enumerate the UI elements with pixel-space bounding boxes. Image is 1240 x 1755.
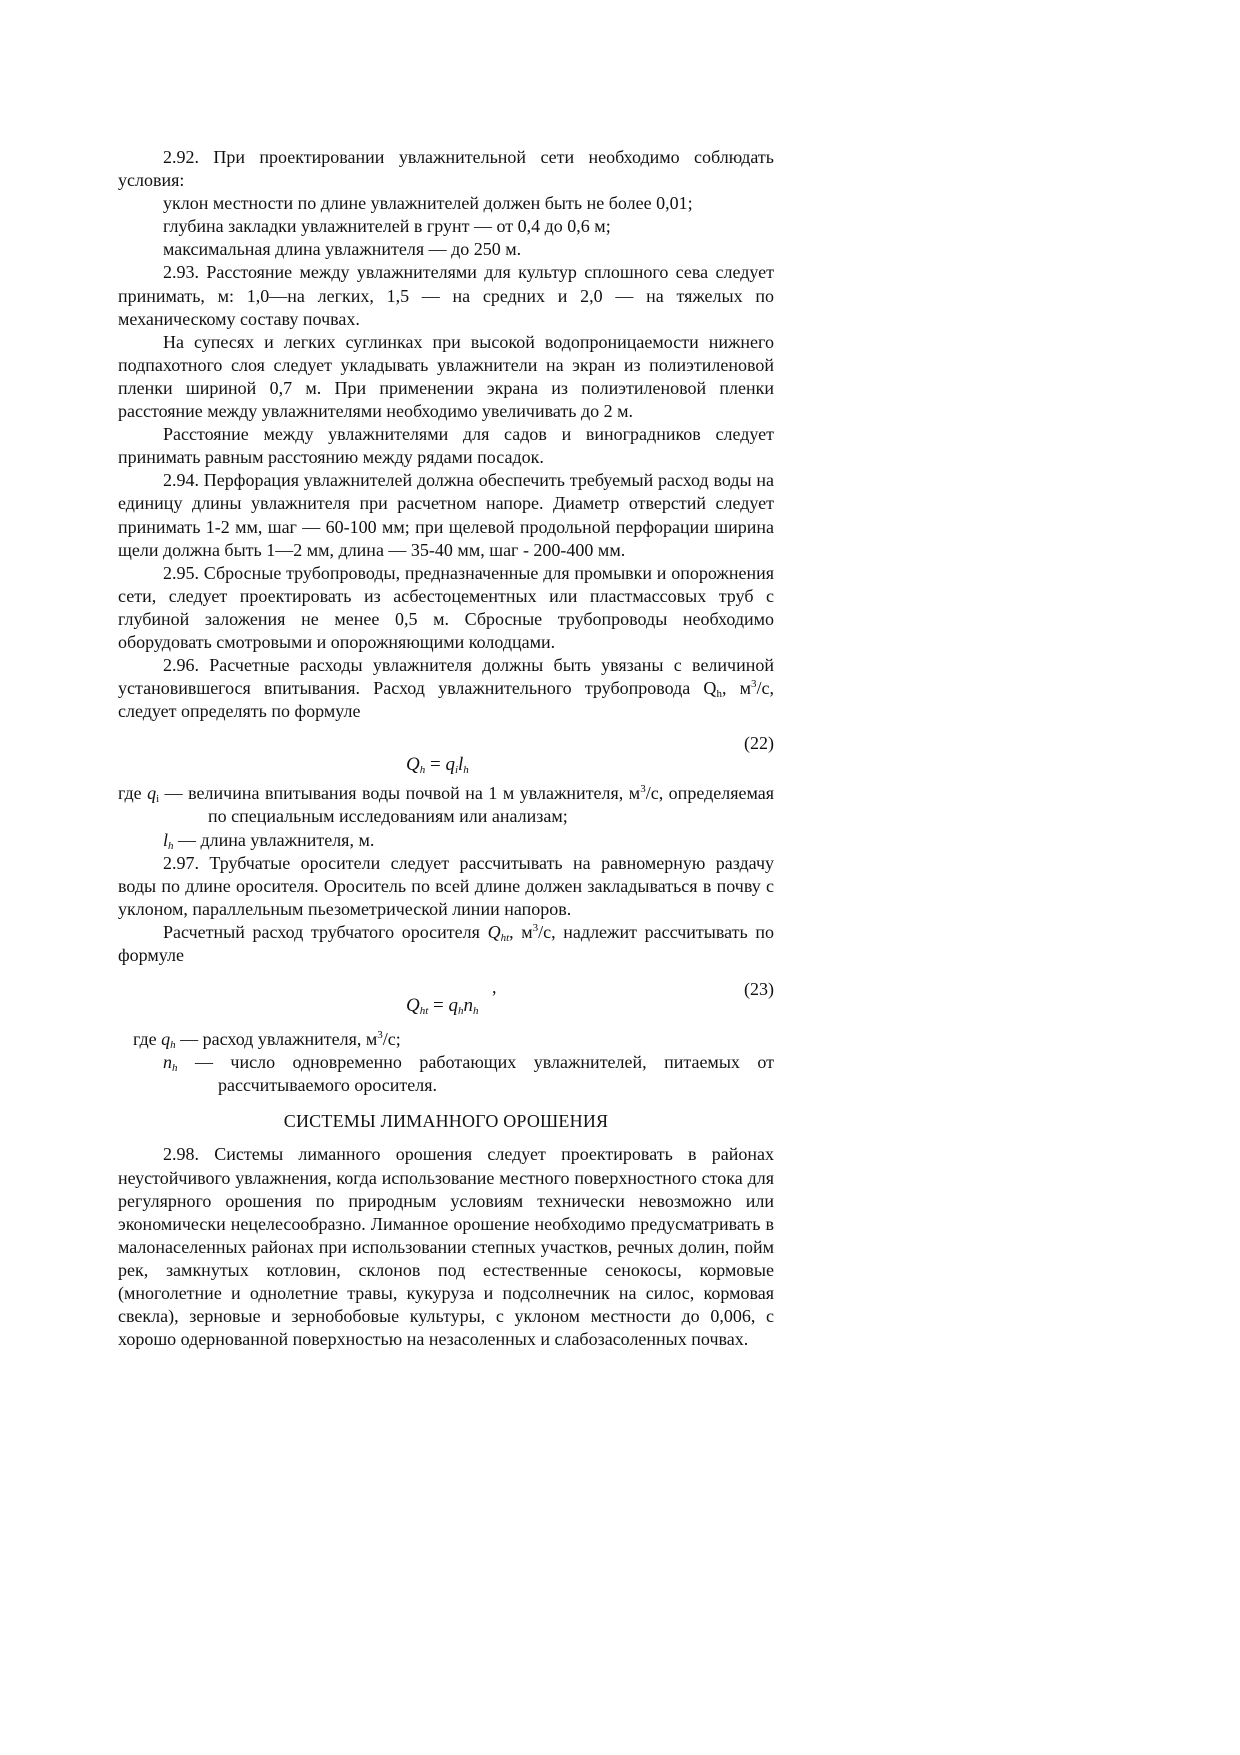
paragraph-2-92: 2.92. При проектировании увлажнительной сети необходимо соблюдать условия: xyxy=(118,147,774,191)
formula-23 xyxy=(118,974,774,1024)
paragraph-2-98: 2.98. Системы лиманного орошения следует проектировать в районах неустойчивого увлажнения, когда использование местного поверхностного стока для регулярного орошения по природным условиям технически невозможно или экономически нецелесообразно. Лиманное орошение необходимо предусматривать в малонаселенных районах при использовании степных участков, речных долин, пойм рек, замкнутых котловин, склонов под естественные сенокосы, кормовые (многолетние и однолетние травы, кукуруза и подсолнечник на силос, кормовая свекла), зерновые и зернобобовые культуры, с уклоном местности до 0,006, с хорошо одернованной поверхностью на незасоленных и слабозасоленных почвах. xyxy=(118,1144,774,1350)
paragraph-2-94: 2.94. Перфорация увлажнителей должна обеспечить требуемый расход воды на единицу длины увлажнителя при расчетном напоре. Диаметр отверстий следует принимать 1-2 мм, шаг — 60-100 мм; при щелевой продольной перфорации ширина щели должна быть 1—2 мм, длина — 35-40 мм, шаг - 200-400 мм. xyxy=(118,470,774,560)
formula-number: (22) xyxy=(744,733,774,754)
definition-lh: $l_h$ — длина увлажнителя, м. xyxy=(163,829,375,852)
paragraph-2-96: 2.96. Расчетные расходы увлажнителя должны быть увязаны с величиной установившегося впитывания. Расход увлажнительного трубопровода $Q_h$, $м^3/с$, следует определять по формуле xyxy=(118,655,775,722)
formula-expression: $Q_h = q_il_h$ xyxy=(406,754,469,777)
paragraph-2-93-screen: На супесях и легких суглинках при высокой водопроницаемости нижнего подпахотного слоя следует укладывать увлажнители на экран из полиэтиленовой пленки шириной 0,7 м. При применении экрана из полиэтиленовой пленки расстояние между увлажнителями необходимо увеличивать до 2 м. xyxy=(118,331,774,422)
formula-expression: $Q_{ht} = q_hn_h$ xyxy=(406,995,479,1018)
formula-22 xyxy=(118,728,774,778)
paragraph-2-97-flow: Расчетный расход трубчатого оросителя $Q_{ht}$, $м^3/с$, надлежит рассчитывать по формуле xyxy=(118,921,774,965)
paragraph-2-93-gardens: Расстояние между увлажнителями для садов и виноградников следует принимать равным расстоянию между рядами посадок. xyxy=(118,424,774,468)
formula-number: (23) xyxy=(744,979,774,1000)
definition-qi: где $q_i$ — величина впитывания воды почвой на 1 м увлажнителя, $м^3/с$, определяемая по специальным исследованиям или анализам; xyxy=(118,783,775,827)
condition-length: максимальная длина увлажнителя — до 250 м. xyxy=(163,239,522,260)
paragraph-2-93: 2.93. Расстояние между увлажнителями для культур сплошного сева следует принимать, м: 1,0—на легких, 1,5 — на средних и 2,0 — на тяжелых по механическому составу почвах. xyxy=(118,262,774,329)
definition-nh: $n_h$ — число одновременно работающих увлажнителей, питаемых от рассчитываемого оросителя. xyxy=(163,1052,774,1096)
paragraph-2-97: 2.97. Трубчатые оросители следует рассчитывать на равномерную раздачу воды по длине оросителя. Ороситель по всей длине должен закладываться в почву с уклоном, параллельным пьезометрической линии напоров. xyxy=(118,852,774,919)
definition-qh: где $q_h$ — расход увлажнителя, $м^3/с$; xyxy=(133,1029,401,1052)
condition-slope: уклон местности по длине увлажнителей должен быть не более 0,01; xyxy=(163,193,693,214)
condition-depth: глубина закладки увлажнителей в грунт — от 0,4 до 0,6 м; xyxy=(163,216,611,237)
section-heading: СИСТЕМЫ ЛИМАННОГО ОРОШЕНИЯ xyxy=(283,1111,609,1132)
paragraph-2-95: 2.95. Сбросные трубопроводы, предназначенные для промывки и опорожнения сети, следует проектировать из асбестоцементных или пластмассовых труб с глубиной заложения не менее 0,5 м. Сбросные трубопроводы необходимо оборудовать смотровыми и опорожняющими колодцами. xyxy=(118,562,774,652)
formula-comma: , xyxy=(492,977,497,998)
document-page xyxy=(118,146,774,1351)
